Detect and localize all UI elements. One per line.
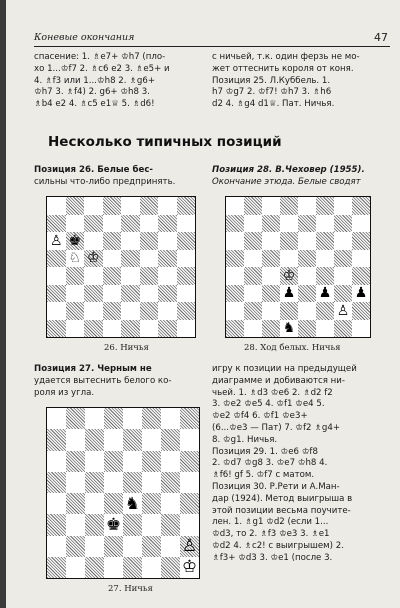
- board-square: [66, 267, 85, 285]
- board-square: [298, 232, 316, 250]
- board-square: [121, 285, 140, 303]
- board-square: [180, 429, 199, 450]
- board-square: [123, 557, 142, 578]
- board-square: [104, 557, 123, 578]
- board-square: [47, 493, 66, 514]
- board-square: [244, 285, 262, 303]
- black-knight-icon: ♞: [124, 493, 141, 514]
- board-square: [47, 285, 66, 303]
- board-square: [140, 302, 159, 320]
- board-square: [262, 267, 280, 285]
- board-square: [316, 320, 334, 338]
- board-square: [142, 493, 161, 514]
- board-square: [85, 536, 104, 557]
- white-pawn-icon: ♙: [181, 536, 198, 557]
- board-square: [177, 267, 196, 285]
- black-pawn-icon: ♟: [282, 285, 296, 302]
- board-square: [177, 197, 196, 215]
- board-square: [66, 536, 85, 557]
- board-square: [104, 472, 123, 493]
- board-square: [85, 514, 104, 535]
- black-pawn-icon: ♟: [354, 285, 368, 302]
- board-square: [180, 493, 199, 514]
- board-square: [47, 472, 66, 493]
- text-line: ♗b4 e2 4. ♗c5 e1♕ 5. ♗d6!: [34, 99, 155, 110]
- board-square: [66, 472, 85, 493]
- board-square: [66, 215, 85, 233]
- board-square: [66, 320, 85, 338]
- left-column-top-text: [34, 52, 170, 111]
- text-line: ♔e2 ♔f4 6. ♔f1 ♔e3+: [212, 411, 308, 422]
- board-square: [121, 302, 140, 320]
- board-square: [158, 285, 177, 303]
- board-square: [103, 250, 122, 268]
- text-line: Окончание этюда. Белые сводят: [212, 176, 361, 187]
- board-square: [280, 250, 298, 268]
- page-number: 47: [374, 31, 388, 44]
- white-king-icon: ♔: [282, 267, 296, 284]
- board-square: [352, 267, 370, 285]
- text-line: Позиция 30. Р.Рети и А.Ман-: [212, 481, 340, 492]
- board-square: [180, 472, 199, 493]
- board-square: [85, 493, 104, 514]
- board-square: [103, 215, 122, 233]
- board-square: [123, 536, 142, 557]
- text-line: 4. ♗f3 или 1...♔h8 2. ♗g6+: [34, 75, 156, 86]
- board-square: [104, 429, 123, 450]
- text-line: дар (1924). Метод выигрыша в: [212, 493, 353, 504]
- diagram-caption-26: 26. Ничья: [104, 343, 149, 353]
- board-square: [47, 451, 66, 472]
- board-square: [140, 285, 159, 303]
- board-square: [66, 493, 85, 514]
- chess-diagram-28: [225, 196, 371, 338]
- board-square: [334, 285, 352, 303]
- board-square: [262, 250, 280, 268]
- board-square: [226, 250, 244, 268]
- board-square: [334, 215, 352, 233]
- board-square: [177, 302, 196, 320]
- board-square: [84, 285, 103, 303]
- board-square: [47, 429, 66, 450]
- board-square: [161, 408, 180, 429]
- board-square: [66, 285, 85, 303]
- board-square: [244, 197, 262, 215]
- board-square: [85, 429, 104, 450]
- board-square: [103, 267, 122, 285]
- board-square: [334, 232, 352, 250]
- white-pawn-icon: ♙: [49, 232, 63, 249]
- board-square: [140, 215, 159, 233]
- text-line: ♔d2 4. ♗c2! с выигрышем) 2.: [212, 540, 344, 551]
- board-square: [316, 302, 334, 320]
- board-square: [158, 302, 177, 320]
- board-square: [121, 320, 140, 338]
- board-square: [177, 232, 196, 250]
- text-line: удается вытеснить белого ко-: [34, 375, 172, 386]
- board-square: [298, 215, 316, 233]
- board-square: [298, 267, 316, 285]
- text-line: d2 4. ♗g4 d1♕. Пат. Ничья.: [212, 99, 335, 110]
- board-square: [334, 320, 352, 338]
- board-square: [226, 215, 244, 233]
- board-square: [85, 451, 104, 472]
- board-square: [352, 250, 370, 268]
- white-king-icon: ♔: [181, 557, 198, 578]
- board-square: [121, 267, 140, 285]
- text-line: диаграмме и добиваются ни-: [212, 375, 345, 386]
- board-square: [123, 429, 142, 450]
- board-square: [84, 302, 103, 320]
- board-square: [180, 451, 199, 472]
- board-square: [123, 472, 142, 493]
- board-square: [280, 197, 298, 215]
- black-knight-icon: ♞: [282, 320, 296, 337]
- text-line: сильны что-либо предпринять.: [34, 176, 176, 187]
- board-square: [316, 232, 334, 250]
- board-square: [298, 285, 316, 303]
- board-square: [104, 408, 123, 429]
- board-square: [262, 215, 280, 233]
- board-square: [180, 514, 199, 535]
- board-square: [103, 302, 122, 320]
- position-26-text: [34, 165, 175, 189]
- board-square: [352, 302, 370, 320]
- board-square: [244, 302, 262, 320]
- board-square: [142, 408, 161, 429]
- text-line: ♗f3+ ♔d3 3. ♔e1 (после 3.: [212, 552, 333, 563]
- chapter-title: Коневые окончания: [34, 32, 135, 43]
- right-column-top-text: [212, 52, 360, 111]
- text-line: этой позиции весьма поучите-: [212, 505, 351, 516]
- board-square: [161, 536, 180, 557]
- board-square: [298, 250, 316, 268]
- board-square: [161, 472, 180, 493]
- board-square: [103, 285, 122, 303]
- text-line: Позиция 27. Черным не: [34, 364, 152, 374]
- board-square: [298, 320, 316, 338]
- board-square: [161, 451, 180, 472]
- board-square: [158, 250, 177, 268]
- board-square: [177, 250, 196, 268]
- board-square: [140, 320, 159, 338]
- board-square: [84, 267, 103, 285]
- book-page: [6, 0, 400, 608]
- text-line: ♗f6! gf 5. ♔f7 с матом.: [212, 470, 315, 481]
- board-square: [84, 232, 103, 250]
- white-king-icon: ♔: [86, 250, 100, 267]
- board-square: [140, 197, 159, 215]
- board-square: [66, 557, 85, 578]
- board-square: [244, 250, 262, 268]
- board-square: [226, 285, 244, 303]
- right-column-mid-text: [212, 364, 357, 565]
- board-square: [121, 250, 140, 268]
- board-square: [316, 197, 334, 215]
- board-square: [244, 267, 262, 285]
- board-square: [177, 320, 196, 338]
- text-line: 8. ♔g1. Ничья.: [212, 434, 278, 445]
- board-square: [352, 197, 370, 215]
- running-header: [34, 30, 390, 47]
- board-square: [226, 320, 244, 338]
- white-knight-icon: ♘: [68, 250, 82, 267]
- board-square: [161, 429, 180, 450]
- board-square: [161, 514, 180, 535]
- black-pawn-icon: ♟: [318, 285, 332, 302]
- board-square: [262, 302, 280, 320]
- board-square: [121, 215, 140, 233]
- text-line: Позиция 29. 1. ♔e6 ♔f8: [212, 446, 318, 457]
- board-square: [121, 232, 140, 250]
- board-square: [66, 302, 85, 320]
- board-square: [177, 215, 196, 233]
- board-square: [142, 514, 161, 535]
- board-square: [334, 197, 352, 215]
- text-line: h7 ♔g7 2. ♔f7! ♔h7 3. ♗h6: [212, 87, 332, 98]
- board-square: [334, 250, 352, 268]
- board-square: [142, 429, 161, 450]
- position-27-text: [34, 364, 171, 399]
- board-square: [298, 302, 316, 320]
- board-square: [47, 557, 66, 578]
- board-square: [161, 493, 180, 514]
- board-square: [84, 320, 103, 338]
- text-line: Позиция 25. Л.Куббель. 1.: [212, 75, 331, 86]
- text-line: Позиция 28. В.Чеховер (1955).: [212, 165, 365, 175]
- board-square: [47, 320, 66, 338]
- board-square: [103, 197, 122, 215]
- board-square: [177, 285, 196, 303]
- text-line: спасение: 1. ♗e7+ ♔h7 (пло-: [34, 52, 166, 62]
- board-square: [158, 197, 177, 215]
- board-square: [47, 514, 66, 535]
- board-square: [47, 215, 66, 233]
- board-square: [352, 232, 370, 250]
- text-line: ♔d3, то 2. ♗f3 ♔e3 3. ♗e1: [212, 529, 330, 540]
- text-line: 3. ♔e2 ♔e5 4. ♔f1 ♔e4 5.: [212, 399, 325, 410]
- board-square: [104, 536, 123, 557]
- board-square: [158, 232, 177, 250]
- board-square: [142, 451, 161, 472]
- diagram-caption-28: 28. Ход белых. Ничья: [244, 343, 341, 353]
- black-king-icon: ♚: [105, 514, 122, 535]
- board-square: [104, 493, 123, 514]
- board-square: [66, 429, 85, 450]
- board-square: [180, 408, 199, 429]
- board-square: [140, 250, 159, 268]
- board-square: [66, 408, 85, 429]
- board-square: [47, 250, 66, 268]
- text-line: Позиция 26. Белые бес-: [34, 165, 153, 175]
- board-square: [244, 215, 262, 233]
- board-square: [262, 232, 280, 250]
- board-square: [280, 215, 298, 233]
- board-square: [47, 536, 66, 557]
- board-square: [104, 451, 123, 472]
- board-square: [226, 197, 244, 215]
- position-28-text: [212, 165, 365, 189]
- board-square: [298, 197, 316, 215]
- board-square: [85, 472, 104, 493]
- board-square: [47, 267, 66, 285]
- board-square: [262, 197, 280, 215]
- board-square: [352, 320, 370, 338]
- board-square: [334, 267, 352, 285]
- board-square: [47, 408, 66, 429]
- board-square: [158, 267, 177, 285]
- board-square: [226, 232, 244, 250]
- board-square: [142, 536, 161, 557]
- board-square: [140, 267, 159, 285]
- board-square: [123, 451, 142, 472]
- board-square: [226, 302, 244, 320]
- board-square: [142, 472, 161, 493]
- board-square: [66, 514, 85, 535]
- board-square: [85, 408, 104, 429]
- white-pawn-icon: ♙: [336, 302, 350, 319]
- text-line: игру к позиции на предыдущей: [212, 364, 357, 374]
- chess-diagram-27: [46, 407, 200, 579]
- board-square: [280, 302, 298, 320]
- board-square: [84, 197, 103, 215]
- board-square: [140, 232, 159, 250]
- board-square: [262, 285, 280, 303]
- text-line: лен. 1. ♗g1 ♔d2 (если 1...: [212, 517, 329, 528]
- board-square: [280, 232, 298, 250]
- diagram-caption-27: 27. Ничья: [108, 584, 153, 594]
- board-square: [66, 197, 85, 215]
- text-line: роля из угла.: [34, 387, 95, 398]
- board-square: [262, 320, 280, 338]
- text-line: жет оттеснить короля от коня.: [212, 63, 354, 74]
- text-line: хо 1...♔f7 2. ♗c6 e2 3. ♗e5+ и: [34, 63, 170, 74]
- board-square: [47, 197, 66, 215]
- text-line: с ничьей, т.к. один ферзь не мо-: [212, 52, 360, 62]
- black-king-icon: ♚: [68, 232, 82, 249]
- board-square: [158, 215, 177, 233]
- board-square: [142, 557, 161, 578]
- board-square: [103, 320, 122, 338]
- text-line: (6...♔e3 — Пат) 7. ♔f2 ♗g4+: [212, 422, 341, 433]
- board-square: [121, 197, 140, 215]
- board-square: [85, 557, 104, 578]
- board-square: [158, 320, 177, 338]
- chess-diagram-26: [46, 196, 196, 338]
- board-square: [316, 215, 334, 233]
- text-line: ♔h7 3. ♗f4) 2. g6+ ♔h8 3.: [34, 87, 150, 98]
- section-title: Несколько типичных позиций: [48, 134, 282, 150]
- board-square: [244, 232, 262, 250]
- board-square: [352, 215, 370, 233]
- text-line: чьей. 1. ♗d3 ♔e6 2. ♗d2 f2: [212, 387, 333, 398]
- board-square: [244, 320, 262, 338]
- board-square: [103, 232, 122, 250]
- board-square: [161, 557, 180, 578]
- text-line: 2. ♔d7 ♔g8 3. ♔e7 ♔h8 4.: [212, 458, 328, 469]
- board-square: [123, 514, 142, 535]
- board-square: [66, 451, 85, 472]
- board-square: [123, 408, 142, 429]
- board-square: [47, 302, 66, 320]
- board-square: [84, 215, 103, 233]
- board-square: [316, 267, 334, 285]
- board-square: [226, 267, 244, 285]
- board-square: [316, 250, 334, 268]
